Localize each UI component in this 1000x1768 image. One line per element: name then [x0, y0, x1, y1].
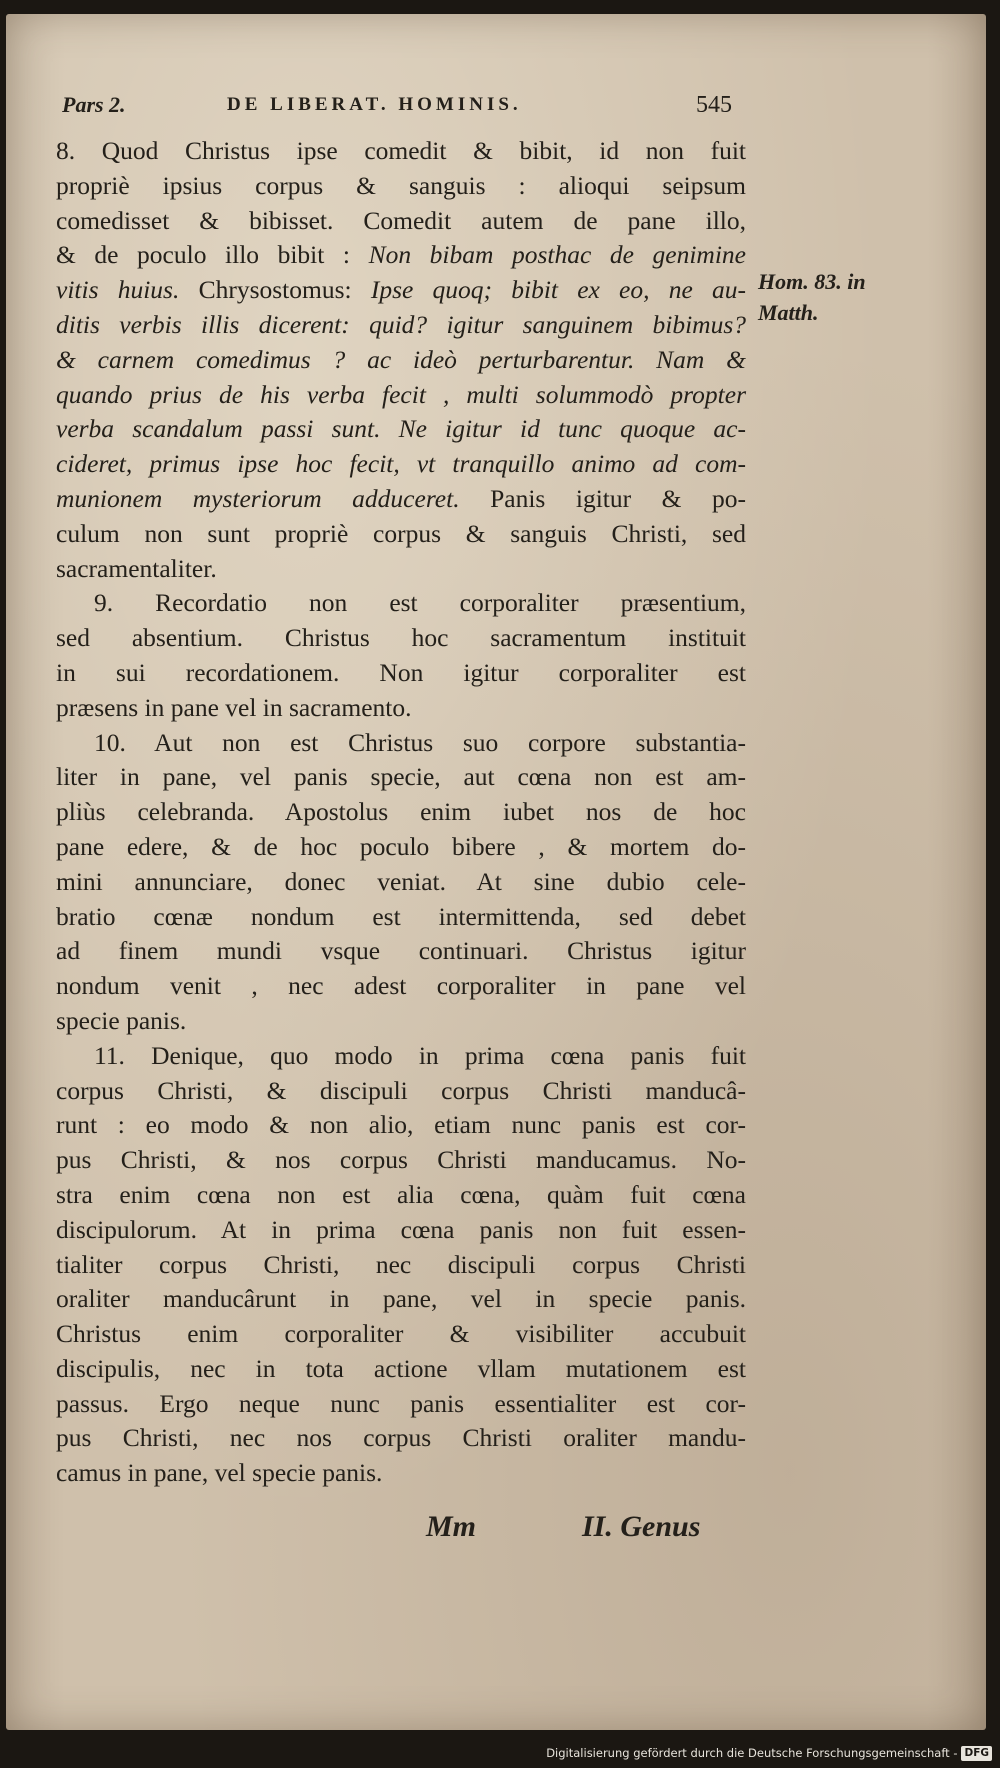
text-line [56, 552, 746, 587]
text-line [56, 412, 746, 447]
text-segment: 11. Denique, quo modo in prima cœna panis fuit [94, 1040, 746, 1070]
text-line [56, 795, 746, 830]
text-segment: Panis igitur & po- [459, 483, 746, 513]
catchword-line [426, 1510, 746, 1550]
italic-segment: Non bibam posthac de genimine [368, 240, 747, 270]
text-line [56, 1143, 746, 1178]
text-line [56, 482, 746, 517]
text-line [56, 308, 746, 343]
text-line [56, 134, 746, 169]
italic-segment: ditis verbis illis dicerent: quid? igitur sanguinem bibimus? [56, 309, 746, 339]
text-segment: pus Christi, nec nos corpus Christi oraliter mandu- [56, 1423, 746, 1453]
text-segment: 10. Aut non est Christus suo corpore substantia- [94, 727, 746, 757]
text-line [56, 656, 746, 691]
text-segment: corpus Christi, & discipuli corpus Christi manducâ- [56, 1075, 746, 1105]
text-segment: Christus enim corporaliter & visibiliter accubuit [56, 1319, 746, 1349]
text-segment: propriè ipsius corpus & sanguis : alioqui seipsum [56, 170, 746, 200]
text-line [56, 1178, 746, 1213]
text-segment: sed absentium. Christus hoc sacramentum instituit [56, 623, 746, 653]
text-segment: culum non sunt propriè corpus & sanguis Christi, sed [56, 518, 746, 548]
text-line [56, 343, 746, 378]
text-line [56, 1352, 746, 1387]
text-line [56, 969, 746, 1004]
text-line [56, 865, 746, 900]
text-line [56, 760, 746, 795]
text-line [56, 238, 746, 273]
text-line [56, 204, 746, 239]
body-text [56, 134, 746, 1491]
digitization-credit [546, 1740, 992, 1766]
text-line [56, 169, 746, 204]
text-segment: discipulis, nec in tota actione vllam mutationem est [56, 1353, 746, 1383]
text-line [56, 1317, 746, 1352]
text-segment: stra enim cœna non est alia cœna, quàm fuit cœna [56, 1179, 746, 1209]
text-line [56, 1074, 746, 1109]
text-line [56, 1387, 746, 1422]
part-label: Pars 2. [62, 92, 126, 117]
text-line [56, 378, 746, 413]
text-segment: tialiter corpus Christi, nec discipuli corpus Christi [56, 1249, 746, 1279]
text-segment: 9. Recordatio non est corporaliter præsentium, [94, 588, 746, 618]
italic-segment: munionem mysteriorum adduceret. [56, 483, 460, 513]
text-segment: ad finem mundi vsque continuari. Christus igitur [56, 936, 746, 966]
text-line [56, 586, 746, 621]
text-segment: camus in pane, vel specie panis. [56, 1458, 383, 1488]
italic-segment: vitis huius. [56, 275, 180, 305]
text-segment: liter in pane, vel panis specie, aut cœna non est am- [56, 762, 746, 792]
text-segment: 8. Quod Christus ipse comedit & bibit, id non fuit [56, 136, 746, 165]
text-line [56, 1108, 746, 1143]
text-segment: sacramentaliter. [56, 553, 217, 583]
credit-text: Digitalisierung gefördert durch die Deutsche Forschungsgemeinschaft - [546, 1746, 958, 1760]
italic-segment: & carnem comedimus ? ac ideò perturbarentur. Nam & [56, 344, 746, 374]
running-header [62, 92, 762, 128]
text-segment: pane edere, & de hoc poculo bibere , & mortem do- [56, 831, 746, 861]
italic-segment: cideret, primus ipse hoc fecit, vt tranquillo animo ad com- [56, 449, 746, 479]
text-line [56, 1282, 746, 1317]
book-page [6, 14, 986, 1730]
text-segment: discipulorum. At in prima cœna panis non fuit essen- [56, 1214, 746, 1244]
italic-segment: Ipse quoq; bibit ex eo, ne au- [370, 275, 746, 305]
text-line [56, 273, 746, 308]
text-line [56, 934, 746, 969]
text-segment: pus Christi, & nos corpus Christi manducamus. No- [56, 1145, 746, 1175]
text-line [56, 830, 746, 865]
text-segment: Chrysostomus: [179, 275, 371, 305]
text-segment: passus. Ergo neque nunc panis essentialiter est cor- [56, 1388, 746, 1418]
text-segment: bratio cœnæ nondum est intermittenda, sed debet [56, 901, 746, 931]
text-line [56, 1248, 746, 1283]
text-line [56, 621, 746, 656]
text-line [56, 900, 746, 935]
text-segment: & de poculo illo bibit : [56, 240, 369, 270]
text-segment: præsens in pane vel in sacramento. [56, 692, 412, 722]
text-line [56, 1039, 746, 1074]
page-number: 545 [696, 92, 732, 118]
italic-segment: quando prius de his verba fecit , multi solummodò propter [56, 379, 746, 409]
text-line [56, 1456, 746, 1491]
text-segment: nondum venit , nec adest corporaliter in pane vel [56, 971, 746, 1001]
text-segment: mini annunciare, donec veniat. At sine dubio cele- [56, 866, 746, 896]
catchword: II. Genus [582, 1510, 701, 1543]
text-line [56, 1421, 746, 1456]
text-segment: in sui recordationem. Non igitur corporaliter est [56, 657, 746, 687]
text-segment: specie panis. [56, 1005, 187, 1035]
text-line [56, 1213, 746, 1248]
signature-mark: Mm [426, 1510, 477, 1543]
text-line [56, 726, 746, 761]
italic-segment: verba scandalum passi sunt. Ne igitur id tunc quoque ac- [56, 414, 746, 444]
text-line [56, 447, 746, 482]
margin-note-line: Hom. 83. in [758, 269, 866, 294]
text-segment: pliùs celebranda. Apostolus enim iubet nos de hoc [56, 797, 746, 827]
text-line [56, 517, 746, 552]
running-title: DE LIBERAT. HOMINIS. [227, 94, 522, 115]
text-segment: runt : eo modo & non alio, etiam nunc panis est cor- [56, 1110, 746, 1140]
text-line [56, 1004, 746, 1039]
text-line [56, 691, 746, 726]
margin-note [758, 266, 866, 328]
margin-note-line: Matth. [758, 300, 819, 325]
text-segment: comedisset & bibisset. Comedit autem de pane illo, [56, 205, 746, 235]
dfg-logo: DFG [961, 1746, 992, 1761]
text-segment: oraliter manducârunt in pane, vel in specie panis. [56, 1284, 746, 1314]
